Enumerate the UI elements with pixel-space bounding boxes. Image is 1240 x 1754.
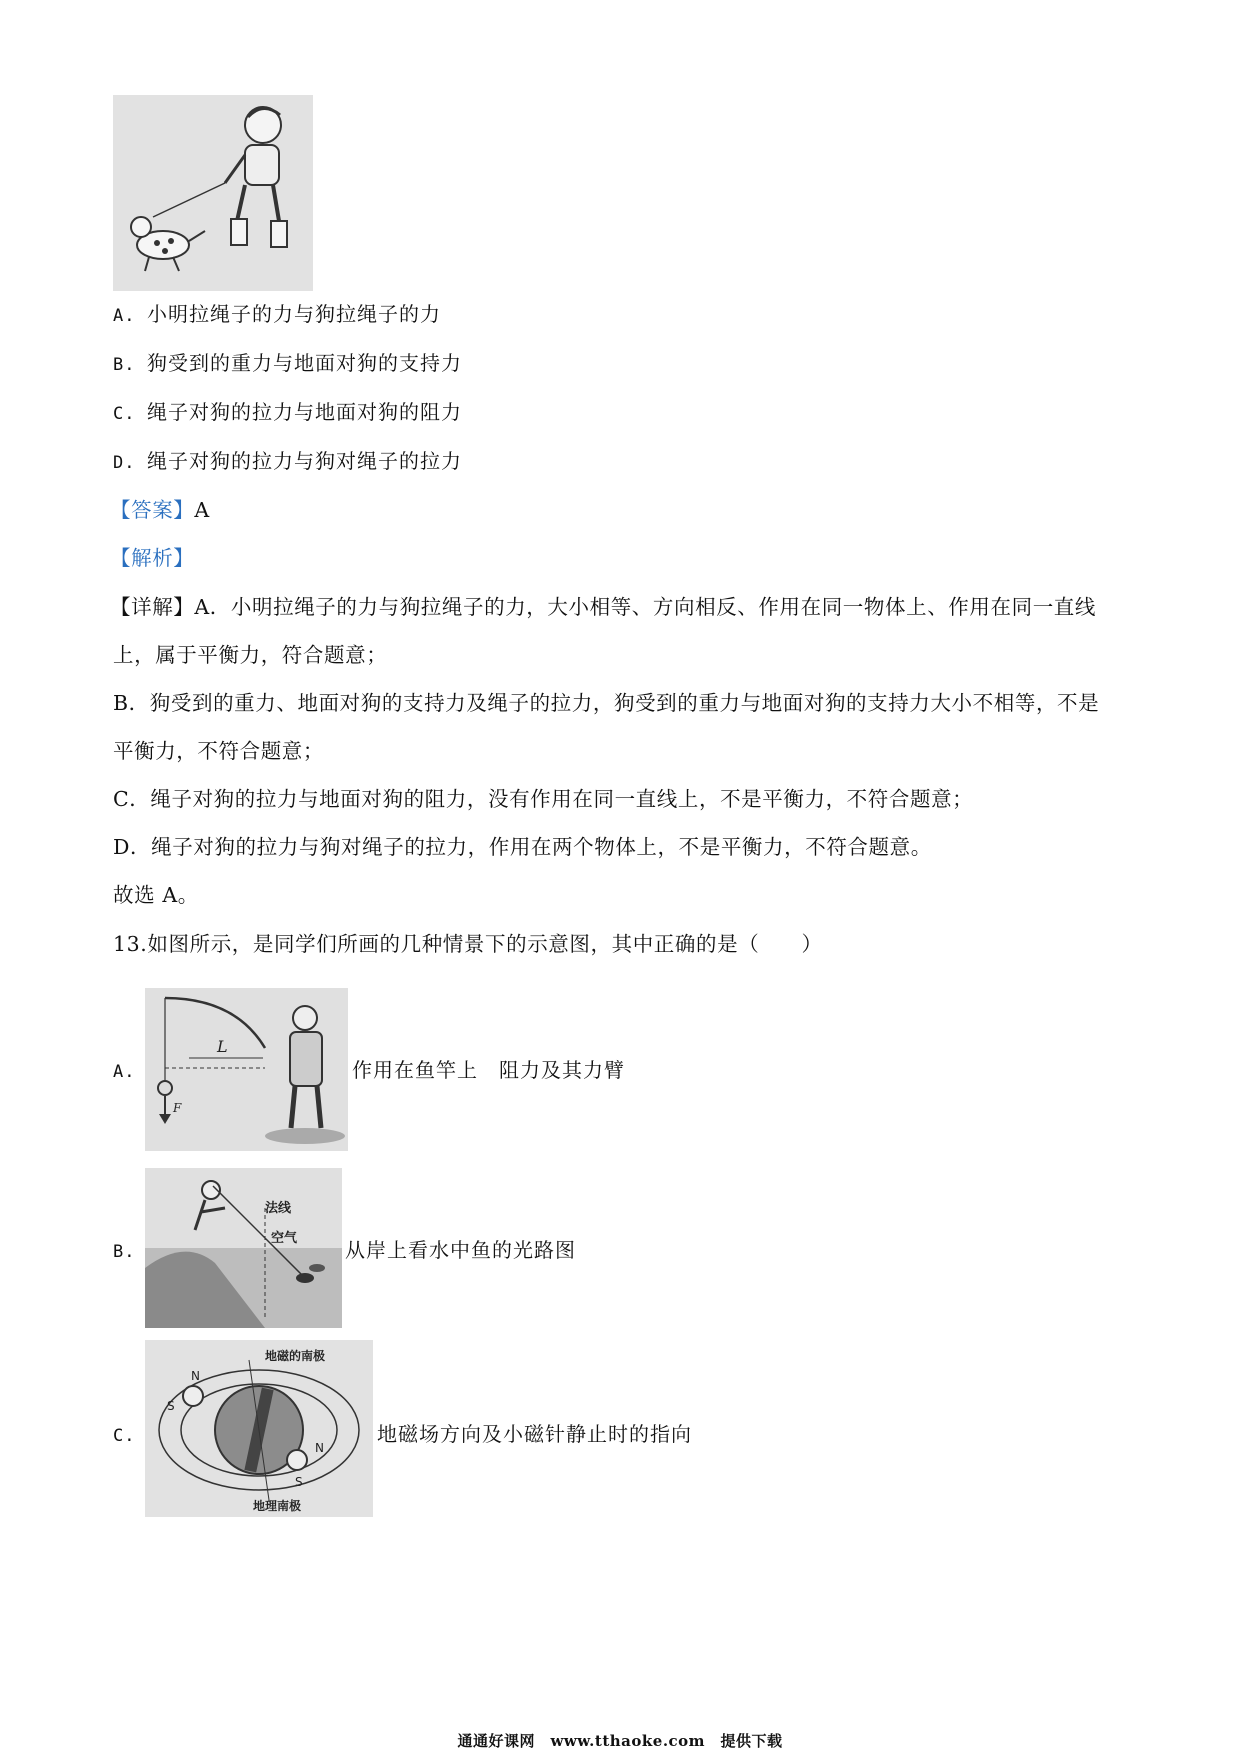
q13-stem: 13.如图所示，是同学们所画的几种情景下的示意图，其中正确的是（ ） xyxy=(113,932,823,956)
option-label: B. xyxy=(113,355,136,375)
fig-label-n1: N xyxy=(191,1369,200,1383)
option-label: C. xyxy=(113,404,136,424)
q13-option-c-caption: 地磁场方向及小磁针静止时的指向 xyxy=(377,1422,692,1446)
fig-label-geographic-south: 地理南极 xyxy=(253,1499,302,1513)
detail-line-3: B．狗受到的重力、地面对狗的支持力及绳子的拉力，狗受到的重力与地面对狗的支持力大小不相等，不是 xyxy=(113,691,1100,715)
fig-label-f: F xyxy=(173,1101,182,1115)
detail-line-5: C．绳子对狗的拉力与地面对狗的阻力，没有作用在同一直线上，不是平衡力，不符合题意； xyxy=(113,787,974,811)
q13-option-a-caption: 作用在鱼竿上 阻力及其力臂 xyxy=(352,1058,625,1082)
q13-option-b-label xyxy=(113,1236,147,1266)
answer-tag: 【答案】 xyxy=(110,498,195,522)
detail-line-7: 故选 A。 xyxy=(113,883,199,907)
fig-label-geomagnetic-south: 地磁的南极 xyxy=(265,1349,326,1363)
earth-magnetic-field-image xyxy=(145,1340,373,1517)
q13-option-c-label xyxy=(113,1420,147,1450)
detail-line-6: D．绳子对狗的拉力与狗对绳子的拉力，作用在两个物体上，不是平衡力，不符合题意。 xyxy=(113,835,932,859)
option-text: 绳子对狗的拉力与地面对狗的阻力 xyxy=(147,400,462,424)
option-label: A. xyxy=(113,1062,136,1082)
fig-label-l: L xyxy=(217,1037,228,1056)
detail-tag: 【详解】 xyxy=(110,595,195,619)
fig-label-s2: S xyxy=(295,1475,303,1489)
fig-label-normal: 法线 xyxy=(265,1201,292,1216)
boy-walking-dog-image xyxy=(113,95,313,291)
option-label: A. xyxy=(113,306,136,326)
q12-option-a xyxy=(113,300,441,330)
q13-option-a-label xyxy=(113,1056,147,1086)
analysis-tag-text: 【解析】 xyxy=(110,546,195,570)
page-footer: 通通好课网 www.tthaoke.com 提供下载 xyxy=(457,1732,783,1750)
fig-label-air: 空气 xyxy=(271,1231,298,1246)
option-text: 狗受到的重力与地面对狗的支持力 xyxy=(147,351,462,375)
q12-option-c xyxy=(113,398,462,428)
q12-option-b xyxy=(113,349,462,379)
fishing-lever-image xyxy=(145,988,348,1151)
option-text: 小明拉绳子的力与狗拉绳子的力 xyxy=(147,302,441,326)
fig-label-n2: N xyxy=(315,1441,324,1455)
detail-line-2: 上，属于平衡力，符合题意； xyxy=(113,643,388,667)
option-label: D. xyxy=(113,453,136,473)
analysis-tag xyxy=(110,543,194,573)
option-text: 绳子对狗的拉力与狗对绳子的拉力 xyxy=(147,449,462,473)
option-label: B. xyxy=(113,1242,136,1262)
spear-fishing-light-image xyxy=(145,1168,342,1328)
answer-line xyxy=(110,495,210,525)
detail-text: A．小明拉绳子的力与狗拉绳子的力，大小相等、方向相反、作用在同一物体上、作用在同一直线 xyxy=(194,595,1097,619)
fig-label-s1: S xyxy=(167,1399,175,1413)
answer-value: A xyxy=(194,498,210,522)
q12-option-d xyxy=(113,447,462,477)
detail-line-1 xyxy=(110,592,1096,622)
option-label: C. xyxy=(113,1426,136,1446)
q13-option-b-caption: 从岸上看水中鱼的光路图 xyxy=(345,1238,576,1262)
detail-line-4: 平衡力，不符合题意； xyxy=(113,739,324,763)
